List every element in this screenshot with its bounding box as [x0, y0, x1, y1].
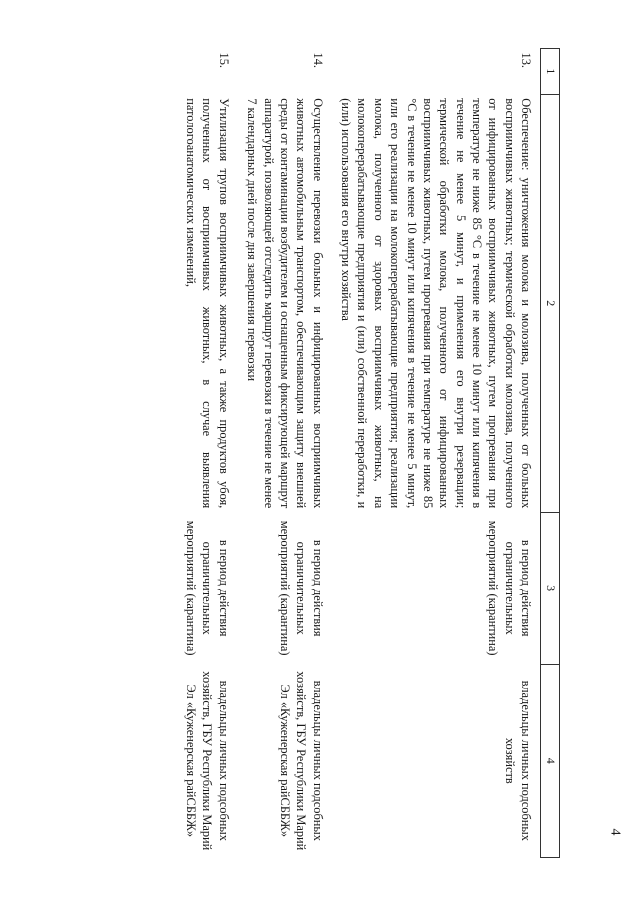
header-cell-3: 3 [541, 512, 560, 664]
table-row [177, 49, 238, 858]
row-number: 15. [216, 52, 231, 68]
measure-text: Утилизация трупов восприимчивых животных, а также продуктов убоя, полученных от восприимчивых животных, в случае выявления патологоанатомических изменений, [184, 98, 231, 509]
measure-responsible: владельцы личных подсобных хозяйств, ГБУ Республики Марий Эл «Куженерская райСББЖ» [277, 671, 325, 851]
table-header-row [541, 49, 560, 858]
measure-responsible: владельцы личных подсобных хозяйств [502, 680, 534, 841]
measure-text: Осуществление перевозки больных и инфицированных восприимчивых животных автомобильным транспортом, обеспечивающим защиту внешней среды от контаминации возбудителем и оснащенным фиксирующей маршрут аппаратурой, позволяющей отследить маршрут перевозки в течение не менее 7 календарных дней после дня завершения перевозки [245, 98, 325, 509]
table-row [332, 49, 541, 858]
header-cell-2: 2 [541, 94, 560, 512]
measure-term: в период действия ограничительных мероприятий (карантина) [184, 520, 231, 656]
measure-responsible: владельцы личных подсобных хозяйств, ГБУ Республики Марий Эл «Куженерская райСББЖ» [184, 671, 231, 851]
row-number: 13. [519, 52, 534, 68]
header-cell-1: 1 [541, 49, 560, 95]
page-number: 4 [607, 828, 623, 836]
table-row [238, 49, 332, 858]
measure-term: в период действия ограничительных мероприятий (карантина) [277, 520, 325, 656]
row-number: 14. [310, 52, 325, 68]
measure-text: Обеспечение: уничтожения молока и молозива, полученных от больных восприимчивых животных; термической обработки молозива, полученного от инфицированных восприимчивых животных, путем прогревания при температуре не ниже 85 °С в течение не менее 10 минут или кипячения в течение не менее 5 минут, и применения его внутри резервации; термической обработки молока, полученного от инфицированных восприимчивых животных, путем прогревания при температуре не ниже 85 °С в течение не менее 10 минут или кипячения в течение не менее 5 минут, или его реализации на молокоперерабатывающие предприятия; реализации молока, полученного от здоровых восприимчивых животных, на молокоперерабатывающие предприятия и (или) собственной переработки, и (или) использования его внутри хозяйства [339, 98, 534, 509]
measure-term: в период действия ограничительных мероприятий (карантина) [486, 520, 534, 656]
header-cell-4: 4 [541, 664, 560, 857]
measures-table [177, 48, 560, 858]
